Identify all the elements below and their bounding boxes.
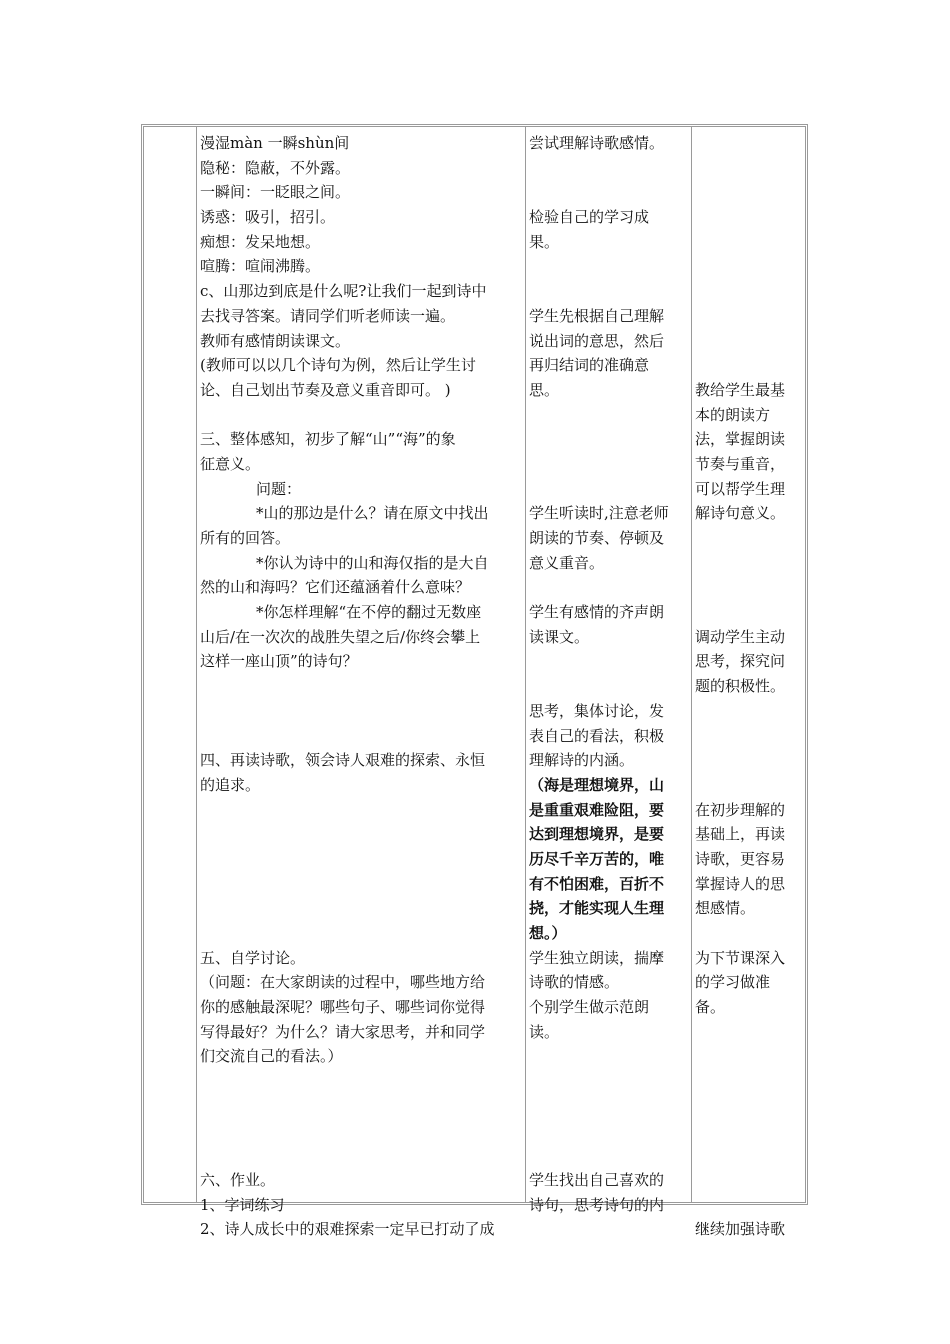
text-line xyxy=(695,156,805,181)
text-line xyxy=(695,304,805,329)
text-line: 学生有感情的齐声朗 xyxy=(529,603,665,622)
text-line xyxy=(200,1143,525,1168)
text-line: 达到理想境界，是要 xyxy=(529,825,665,844)
text-line: 说出词的意思，然后 xyxy=(529,331,665,350)
text-line: 基础上，再读 xyxy=(695,825,786,844)
text-line xyxy=(695,551,805,576)
text-line xyxy=(695,1193,805,1218)
text-line: 这样一座山顶”的诗句？ xyxy=(200,652,358,671)
text-line xyxy=(695,131,805,156)
text-line xyxy=(695,1069,805,1094)
text-line: 2、诗人成长中的艰难探索一定早已打动了成 xyxy=(200,1220,495,1239)
text-line: 掌握诗人的思 xyxy=(695,874,786,893)
text-line xyxy=(695,1119,805,1144)
text-line xyxy=(529,1119,691,1144)
text-line xyxy=(695,254,805,279)
text-line: 四、再读诗歌，领会诗人艰难的探索、永恒 xyxy=(200,751,486,770)
text-line: 论、自己划出节奏及意义重音即可。 ) xyxy=(200,380,451,399)
text-line: 是重重艰难险阻，要 xyxy=(529,800,665,819)
text-line xyxy=(695,1168,805,1193)
text-line: *你认为诗中的山和海仅指的是大自 xyxy=(256,553,489,572)
text-line: 想感情。 xyxy=(695,899,756,918)
text-line: 然的山和海吗？它们还蕴涵着什么意味？ xyxy=(200,578,471,597)
text-line xyxy=(529,477,691,502)
text-line: 为下节课深入 xyxy=(695,948,786,967)
text-line: 写得最好？为什么？请大家思考，并和同学 xyxy=(200,1022,486,1041)
text-line: 所有的回答。 xyxy=(200,529,291,547)
text-line xyxy=(200,896,525,921)
column-divider xyxy=(691,127,692,1202)
text-line: 你的感触最深呢？哪些句子、哪些词你觉得 xyxy=(200,998,486,1017)
text-line: 表自己的看法，积极 xyxy=(529,726,665,745)
text-line: 挠，才能实现人生理 xyxy=(529,899,665,918)
design-intent-column xyxy=(695,131,805,1242)
text-line: 思考，探究问 xyxy=(695,652,786,671)
text-line: 法，掌握朗读 xyxy=(695,430,786,449)
text-line xyxy=(200,1094,525,1119)
text-line xyxy=(200,699,525,724)
text-line: *山的那边是什么？请在原文中找出 xyxy=(256,504,489,523)
text-line: 学生找出自己喜欢的 xyxy=(529,1170,665,1189)
text-line: 在初步理解的 xyxy=(695,800,786,819)
text-line: 思考，集体讨论，发 xyxy=(529,701,665,720)
text-line: 有不怕困难，百折不 xyxy=(529,874,665,893)
text-line: 六、作业。 xyxy=(200,1170,276,1189)
text-line: 再归结词的准确意 xyxy=(529,356,650,375)
text-line: 解诗句意义。 xyxy=(695,504,786,523)
text-line xyxy=(695,230,805,255)
text-line: 隐秘：隐蔽，不外露。 xyxy=(200,158,351,177)
text-line: 可以帮学生理 xyxy=(695,479,786,498)
text-line xyxy=(529,575,691,600)
text-line: 理解诗的内涵。 xyxy=(529,751,635,770)
text-line: 节奏与重音， xyxy=(695,454,786,473)
text-line: 五、自学讨论。 xyxy=(200,948,306,967)
text-line xyxy=(695,748,805,773)
text-line xyxy=(695,575,805,600)
text-line: 继续加强诗歌 xyxy=(695,1220,786,1239)
text-line: （海是理想境界，山 xyxy=(529,775,665,794)
text-line: 问题： xyxy=(256,479,302,498)
text-line xyxy=(695,526,805,551)
text-line: 1、字词练习 xyxy=(200,1195,285,1214)
text-line xyxy=(200,1119,525,1144)
text-line: 读。 xyxy=(529,1022,560,1041)
text-line: 诗句，思考诗句的内 xyxy=(529,1195,665,1214)
text-line: 学生听读时,注意老师 xyxy=(529,504,669,523)
text-line xyxy=(529,427,691,452)
text-line: 意义重音。 xyxy=(529,553,605,572)
text-line: 三、整体感知，初步了解“山”“海”的象 xyxy=(200,430,456,449)
text-line: 学生独立朗读，揣摩 xyxy=(529,948,665,967)
text-line xyxy=(695,724,805,749)
text-line xyxy=(529,156,691,181)
text-line xyxy=(529,254,691,279)
teaching-process-column xyxy=(200,131,525,1242)
text-line: 漫湿màn 一瞬shùn间 xyxy=(200,134,350,152)
text-line xyxy=(695,921,805,946)
text-line xyxy=(200,847,525,872)
text-line xyxy=(200,822,525,847)
text-line: 读课文。 xyxy=(529,627,590,646)
text-line xyxy=(529,180,691,205)
text-line xyxy=(529,1143,691,1168)
text-line: 教师有感情朗读课文。 xyxy=(200,331,351,350)
text-line xyxy=(695,1094,805,1119)
lesson-plan-table xyxy=(141,124,808,1239)
column-divider xyxy=(525,127,526,1202)
text-line xyxy=(695,699,805,724)
text-line: 调动学生主动 xyxy=(695,627,786,646)
text-line: 喧腾：喧闹沸腾。 xyxy=(200,257,321,276)
text-line xyxy=(529,649,691,674)
text-line xyxy=(200,724,525,749)
text-line: 备。 xyxy=(695,998,726,1017)
text-line xyxy=(529,403,691,428)
text-line xyxy=(529,452,691,477)
text-line xyxy=(695,1143,805,1168)
text-line: 学生先根据自己理解 xyxy=(529,306,665,325)
text-line: 思。 xyxy=(529,380,560,399)
text-line xyxy=(695,353,805,378)
text-line: 痴想：发呆地想。 xyxy=(200,232,321,251)
text-line: 教给学生最基 xyxy=(695,380,786,399)
text-line xyxy=(200,921,525,946)
text-line: c、山那边到底是什么呢?让我们一起到诗中 xyxy=(200,282,487,301)
text-line xyxy=(200,872,525,897)
text-line: 想。） xyxy=(529,924,567,942)
text-line xyxy=(529,279,691,304)
text-line: 个别学生做示范朗 xyxy=(529,998,650,1017)
text-line: 们交流自己的看法。） xyxy=(200,1047,343,1066)
text-line: 本的朗读方 xyxy=(695,405,771,424)
text-line xyxy=(695,773,805,798)
text-line xyxy=(695,1020,805,1045)
text-line: 诱惑：吸引，招引。 xyxy=(200,208,336,227)
text-line: 历尽千辛万苦的，唯 xyxy=(529,849,665,868)
text-line xyxy=(695,1044,805,1069)
text-line: 果。 xyxy=(529,232,560,251)
text-line: 的学习做准 xyxy=(695,973,771,992)
text-line xyxy=(695,279,805,304)
text-line xyxy=(695,600,805,625)
text-line: 诗歌的情感。 xyxy=(529,973,620,992)
text-line: 的追求。 xyxy=(200,775,261,794)
text-line: 山后/在一次次的战胜失望之后/你终会攀上 xyxy=(200,627,481,646)
text-line: 检验自己的学习成 xyxy=(529,208,650,227)
text-line xyxy=(529,1069,691,1094)
text-line xyxy=(200,674,525,699)
text-line: 征意义。 xyxy=(200,454,261,473)
text-line: 朗读的节奏、停顿及 xyxy=(529,529,665,547)
student-activity-column xyxy=(529,131,691,1217)
text-line xyxy=(200,1069,525,1094)
text-line xyxy=(695,205,805,230)
text-line: 题的积极性。 xyxy=(695,677,786,696)
text-line: 诗歌，更容易 xyxy=(695,849,786,868)
text-line: 去找寻答案。请同学们听老师读一遍。 xyxy=(200,306,456,325)
text-line xyxy=(695,329,805,354)
text-line: 尝试理解诗歌感情。 xyxy=(529,134,665,152)
column-divider xyxy=(196,127,197,1202)
text-line xyxy=(695,180,805,205)
text-line: *你怎样理解“在不停的翻过无数座 xyxy=(256,603,482,622)
text-line xyxy=(529,1094,691,1119)
text-line xyxy=(529,1044,691,1069)
text-line xyxy=(529,674,691,699)
text-line xyxy=(200,798,525,823)
text-line: 一瞬间：一眨眼之间。 xyxy=(200,183,351,202)
text-line: (教师可以以几个诗句为例，然后让学生讨 xyxy=(200,356,476,375)
text-line: （问题：在大家朗读的过程中，哪些地方给 xyxy=(200,973,486,992)
text-line xyxy=(200,403,525,428)
